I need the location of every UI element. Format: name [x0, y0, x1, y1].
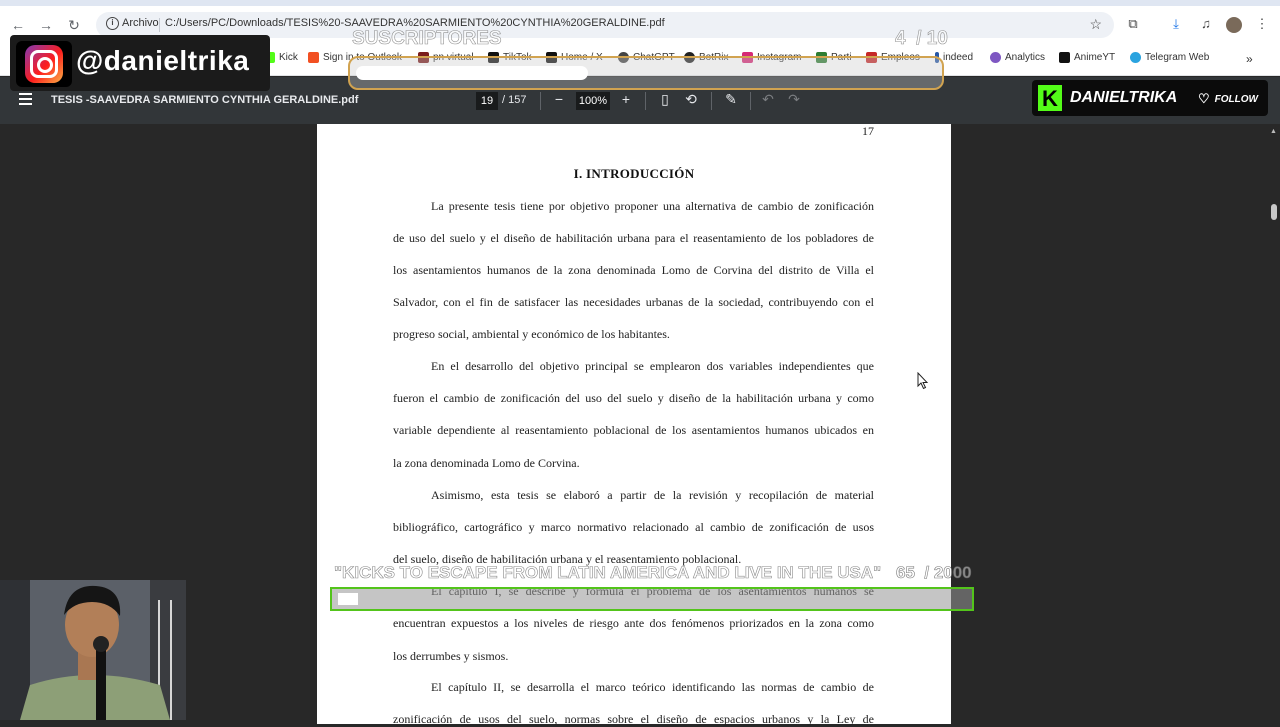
page-number-label: 17 — [862, 124, 874, 138]
bookmark-outlook[interactable]: Sign in to Outlook — [308, 52, 402, 63]
text-line: los asentamientos humanos de la zona denominada Lomo de Corvina del distrito de Villa el — [393, 263, 874, 277]
bookmark-botrix[interactable]: BotRix — [684, 52, 728, 63]
instagram-logo-icon — [16, 41, 72, 87]
bookmark-analytics[interactable]: Analytics — [990, 52, 1045, 63]
extensions-icon[interactable]: ⧉ — [1128, 16, 1138, 31]
subscribers-goal-fill — [356, 66, 588, 80]
heart-icon: ♡ — [1198, 91, 1210, 106]
more-bookmarks-icon[interactable]: » — [1246, 52, 1253, 66]
bookmark-chatgpt[interactable]: ChatGPT — [618, 52, 675, 63]
text-line: la zona denominada Lomo de Corvina. — [393, 456, 580, 470]
page-number-input[interactable]: 19 — [476, 92, 498, 110]
text-line: El capítulo II, se desarrolla el marco teórico identificando las normas de cambio de — [431, 680, 874, 694]
text-line: Asimismo, esta tesis se elaboró a partir de la revisión y recopilación de material — [431, 488, 874, 502]
webcam-feed — [0, 580, 186, 720]
kicks-goal-bar — [330, 587, 974, 611]
bookmark-x[interactable]: Home / X — [546, 52, 603, 63]
kick-logo-icon — [1038, 85, 1062, 111]
section-heading: I. INTRODUCCIÓN — [573, 166, 695, 181]
kick-follow-overlay — [1032, 80, 1268, 116]
kicks-goal-title: "KICKS TO ESCAPE FROM LATIN AMERICA AND LIVE IN THE USA" — [334, 563, 882, 582]
text-line: de uso del suelo y el diseño de habilitación urbana para el reasentamiento de los pobladores de — [393, 231, 874, 245]
scroll-up-arrow-icon[interactable]: ▲ — [1270, 128, 1277, 135]
text-line: variable dependiente al reasentamiento poblacional de los asentamientos humanos ubicados en — [393, 423, 874, 437]
pdf-menu-icon[interactable] — [19, 93, 32, 105]
instagram-overlay — [10, 35, 270, 91]
zoom-out-icon[interactable]: − — [554, 91, 564, 107]
instagram-handle: @danieltrika — [76, 45, 250, 76]
undo-icon[interactable]: ↶ — [762, 91, 774, 107]
scrollbar-thumb[interactable] — [1271, 204, 1277, 220]
text-line: progreso social, ambiental y económico de los habitantes. — [393, 327, 670, 341]
rotate-icon[interactable]: ⟲ — [685, 91, 697, 107]
zoom-in-icon[interactable]: + — [621, 91, 631, 107]
bookmark-parti[interactable]: Parti — [816, 52, 852, 63]
bookmark-pn-virtual[interactable]: pn virtual — [418, 52, 474, 63]
telegram-icon — [1130, 52, 1141, 63]
reload-icon[interactable]: ↻ — [68, 17, 80, 33]
bookmark-star-icon[interactable]: ☆ — [1089, 16, 1102, 32]
youtube-icon — [1059, 52, 1070, 63]
bookmark-tiktok[interactable]: TikTok — [488, 52, 532, 63]
toolbar-divider — [711, 92, 712, 110]
text-line: bibliográfico, cartográfico y marco normativo relacionado al cambio de zonificación de usos — [393, 520, 874, 534]
info-icon[interactable]: i — [106, 17, 119, 30]
bookmark-instagram[interactable]: Instagram — [742, 52, 801, 63]
zoom-input[interactable]: 100% — [576, 92, 610, 110]
bookmark-kick[interactable]: Kick — [264, 52, 298, 63]
text-line: En el desarrollo del objetivo principal se emplearon dos variables independientes que — [431, 359, 874, 373]
mouse-cursor-icon — [917, 372, 929, 390]
toolbar-divider — [645, 92, 646, 110]
analytics-icon — [990, 52, 1001, 63]
address-url[interactable]: C:/Users/PC/Downloads/TESIS%20-SAAVEDRA%20SARMIENTO%20CYNTHIA%20GERALDINE.pdf — [165, 17, 665, 29]
text-line: fueron el cambio de zonificación del uso del suelo y diseño de la habilitación urbana y como — [393, 391, 874, 405]
tab-strip — [0, 0, 1280, 6]
back-arrow-icon[interactable]: ← — [11, 17, 25, 33]
text-line: Salvador, con el fin de satisfacer las necesidades urbanas de la sociedad, contribuyendo con el — [393, 295, 874, 309]
text-line: del suelo, diseño de habilitación urbana y el reasentamiento poblacional. — [393, 552, 742, 566]
fit-page-icon[interactable]: ▯ — [661, 91, 669, 107]
redo-icon[interactable]: ↷ — [788, 91, 800, 107]
address-divider — [159, 18, 160, 32]
address-scheme-label: Archivo — [122, 17, 159, 29]
subscribers-goal-title: SUSCRIPTORES — [352, 28, 502, 49]
pdf-viewer[interactable] — [0, 124, 1280, 726]
text-line: La presente tesis tiene por objetivo proponer una alternativa de cambio de zonificación — [431, 199, 874, 213]
toolbar-divider — [750, 92, 751, 110]
text-line: encuentran expuestos a los niveles de riesgo ante dos fenómenos priorizados en la zona como — [393, 616, 874, 630]
toolbar-divider — [540, 92, 541, 110]
pdf-filename: TESIS -SAAVEDRA SARMIENTO CYNTHIA GERALDINE.pdf — [51, 94, 359, 106]
kick-follow-badge: ♡ FOLLOW — [1198, 91, 1258, 106]
text-line: los derrumbes y sismos. — [393, 649, 509, 663]
kicks-goal-fill — [338, 593, 358, 605]
bookmark-indeed[interactable]: indeed — [935, 52, 973, 63]
microsoft-icon — [308, 52, 319, 63]
kick-channel-name: DANIELTRIKA — [1070, 89, 1178, 106]
media-controls-icon[interactable]: ♫ — [1201, 16, 1211, 31]
annotate-icon[interactable]: ✎ — [725, 91, 737, 107]
text-line: zonificación de usos del suelo, normas sobre el diseño de espacios urbanos y la Ley de — [393, 712, 874, 726]
subscribers-goal-count: 4 / 10 — [895, 28, 948, 49]
streamer-webcam-image — [0, 580, 186, 720]
subscribers-goal-bar — [348, 56, 944, 90]
bookmark-empleos[interactable]: Empleos — [866, 52, 920, 63]
pdf-page — [317, 124, 951, 724]
bookmark-animeyt[interactable]: AnimeYT — [1059, 52, 1115, 63]
profile-avatar[interactable] — [1226, 17, 1242, 33]
bookmark-telegram[interactable]: Telegram Web — [1130, 52, 1209, 63]
menu-kebab-icon[interactable]: ⋮ — [1255, 16, 1269, 31]
page-total: / 157 — [502, 94, 527, 106]
kicks-goal-count: 65 / 2000 — [896, 563, 972, 582]
download-icon[interactable]: ⤓ — [1173, 16, 1179, 31]
forward-arrow-icon[interactable]: → — [39, 17, 53, 33]
